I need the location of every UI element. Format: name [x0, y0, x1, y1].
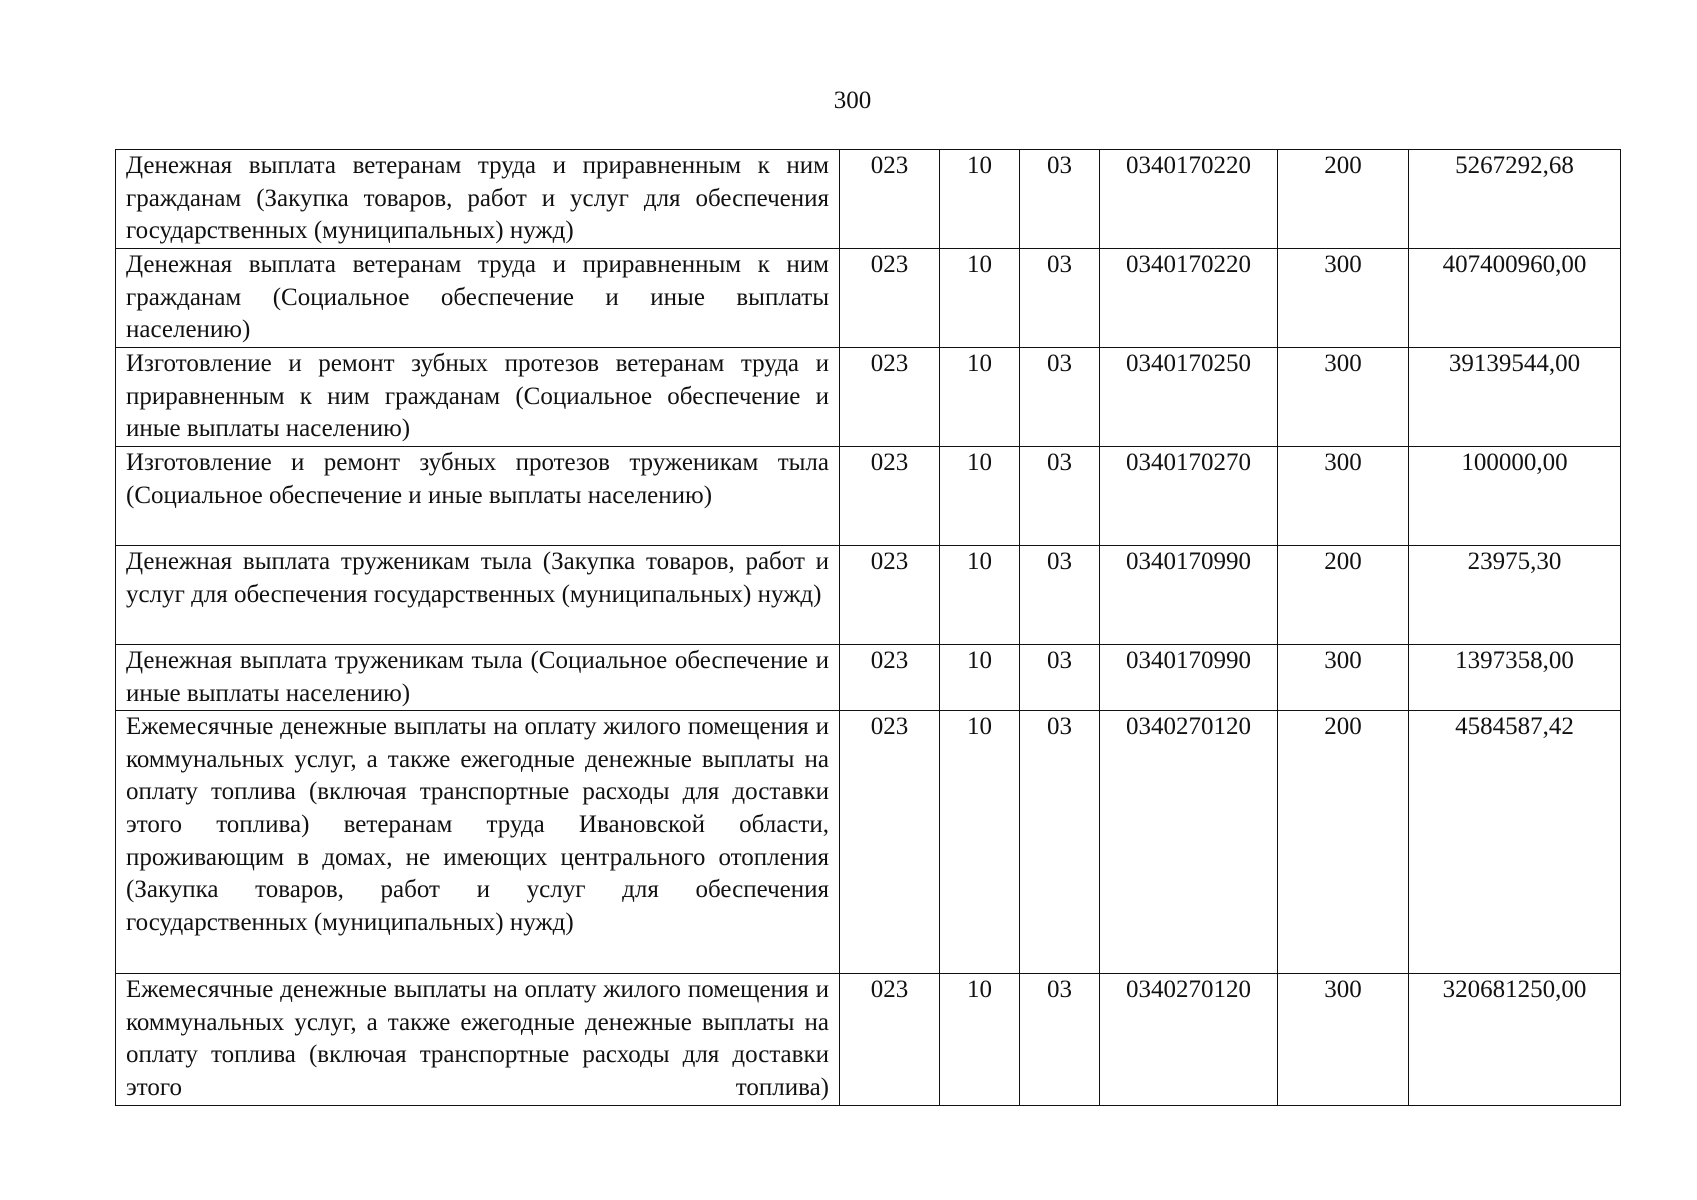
target-article-code: 0340270120	[1100, 974, 1278, 1105]
subsection-code: 03	[1020, 447, 1100, 546]
table-row	[116, 249, 1621, 348]
ministry-code: 023	[840, 711, 940, 974]
amount: 320681250,00	[1409, 974, 1621, 1105]
expense-description: Денежная выплата труженикам тыла (Социальное обеспечение и иные выплаты населению)	[116, 645, 840, 711]
amount: 39139544,00	[1409, 348, 1621, 447]
expense-kind-code: 300	[1278, 447, 1409, 546]
table-row	[116, 150, 1621, 249]
expense-kind-code: 300	[1278, 974, 1409, 1105]
amount: 4584587,42	[1409, 711, 1621, 974]
ministry-code: 023	[840, 447, 940, 546]
section-code: 10	[940, 974, 1020, 1105]
table-row	[116, 974, 1621, 1105]
section-code: 10	[940, 447, 1020, 546]
ministry-code: 023	[840, 348, 940, 447]
subsection-code: 03	[1020, 711, 1100, 974]
page-number: 300	[833, 87, 872, 114]
section-code: 10	[940, 711, 1020, 974]
table-row	[116, 711, 1621, 974]
expense-description: Ежемесячные денежные выплаты на оплату жилого помещения и коммунальных услуг, а также ежегодные денежные выплаты на оплату топлива (включая транспортные расходы для доставки этого топлива)	[116, 974, 840, 1105]
amount: 23975,30	[1409, 546, 1621, 645]
target-article-code: 0340170220	[1100, 249, 1278, 348]
expense-kind-code: 200	[1278, 150, 1409, 249]
amount: 5267292,68	[1409, 150, 1621, 249]
subsection-code: 03	[1020, 645, 1100, 711]
ministry-code: 023	[840, 645, 940, 711]
table-row	[116, 546, 1621, 645]
expense-kind-code: 200	[1278, 711, 1409, 974]
ministry-code: 023	[840, 546, 940, 645]
target-article-code: 0340170990	[1100, 645, 1278, 711]
section-code: 10	[940, 249, 1020, 348]
expense-description: Денежная выплата труженикам тыла (Закупка товаров, работ и услуг для обеспечения государственных (муниципальных) нужд)	[116, 546, 840, 645]
section-code: 10	[940, 546, 1020, 645]
amount: 1397358,00	[1409, 645, 1621, 711]
subsection-code: 03	[1020, 974, 1100, 1105]
subsection-code: 03	[1020, 348, 1100, 447]
target-article-code: 0340170250	[1100, 348, 1278, 447]
subsection-code: 03	[1020, 546, 1100, 645]
amount: 407400960,00	[1409, 249, 1621, 348]
expense-description: Изготовление и ремонт зубных протезов ветеранам труда и приравненным к ним гражданам (Социальное обеспечение и иные выплаты населению)	[116, 348, 840, 447]
target-article-code: 0340170270	[1100, 447, 1278, 546]
expense-kind-code: 300	[1278, 348, 1409, 447]
ministry-code: 023	[840, 974, 940, 1105]
target-article-code: 0340270120	[1100, 711, 1278, 974]
section-code: 10	[940, 645, 1020, 711]
subsection-code: 03	[1020, 249, 1100, 348]
amount: 100000,00	[1409, 447, 1621, 546]
expense-kind-code: 300	[1278, 645, 1409, 711]
expense-kind-code: 300	[1278, 249, 1409, 348]
section-code: 10	[940, 150, 1020, 249]
expense-description: Денежная выплата ветеранам труда и приравненным к ним гражданам (Социальное обеспечение и иные выплаты населению)	[116, 249, 840, 348]
ministry-code: 023	[840, 150, 940, 249]
target-article-code: 0340170990	[1100, 546, 1278, 645]
expense-description: Ежемесячные денежные выплаты на оплату жилого помещения и коммунальных услуг, а также ежегодные денежные выплаты на оплату топлива (включая транспортные расходы для доставки этого топлива) ветеранам труда Ивановской области, проживающим в домах, не имеющих центрального отопления (Закупка товаров, работ и услуг для обеспечения государственных (муниципальных) нужд)	[116, 711, 840, 974]
expense-description: Изготовление и ремонт зубных протезов труженикам тыла (Социальное обеспечение и иные выплаты населению)	[116, 447, 840, 546]
table-row	[116, 348, 1621, 447]
expense-kind-code: 200	[1278, 546, 1409, 645]
subsection-code: 03	[1020, 150, 1100, 249]
ministry-code: 023	[840, 249, 940, 348]
table-row	[116, 645, 1621, 711]
budget-table	[115, 149, 1621, 1106]
target-article-code: 0340170220	[1100, 150, 1278, 249]
expense-description: Денежная выплата ветеранам труда и приравненным к ним гражданам (Закупка товаров, работ и услуг для обеспечения государственных (муниципальных) нужд)	[116, 150, 840, 249]
table-row	[116, 447, 1621, 546]
section-code: 10	[940, 348, 1020, 447]
